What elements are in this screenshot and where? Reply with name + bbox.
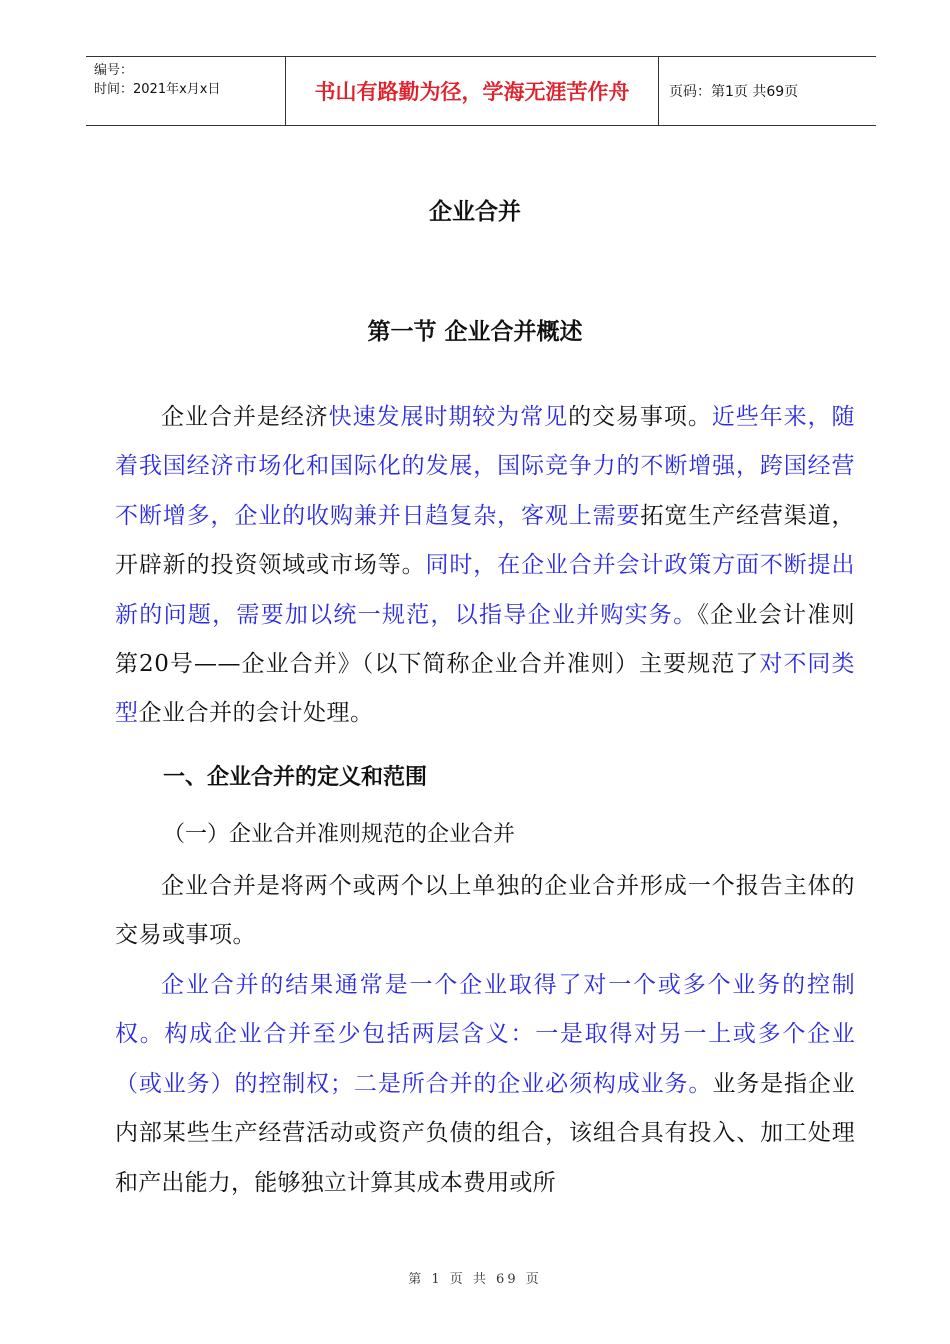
subheading-standard-scope: （一）企业合并准则规范的企业合并 bbox=[163, 822, 516, 847]
text-span: 《企业会计准则第20号——企业合并》（以下简称企业合并准则）主要规范了 bbox=[115, 601, 856, 678]
text-span: 的交易事项。 bbox=[568, 404, 712, 430]
highlight-span: 企业合并的结果通常是一个企业取得了对一个或多个业务的控制权。构成企业合并至少包括两层含义：一是取得对另一上或多个企业（或业务）的控制权；二是所合并的企业必须构成业务。 bbox=[115, 972, 855, 1097]
text-span: 企业合并的会计处理。 bbox=[138, 700, 374, 727]
text-span: 拓宽生产经营渠道，开辟新的投资领域或市场等。 bbox=[115, 502, 856, 579]
page-footer: 第 1 页 共 69 页 bbox=[408, 1272, 542, 1287]
paragraph-text: 企业合并是将两个或两个以上单独的企业合并形成一个报告主体的交易或事项。 bbox=[115, 873, 855, 949]
section-title: 第一节 企业合并概述 bbox=[367, 319, 583, 345]
highlight-span: 同时，在企业合并会计政策方面不断提出新的问题，需要加以统一规范，以指导企业并购实务。 bbox=[115, 552, 856, 628]
text-span: 业务是指企业内部某些生产经营活动或资产负债的组合，该组合具有投入、加工处理和产出能力，能够独立计算其成本费用或所 bbox=[115, 1070, 856, 1196]
header-motto: 书山有路勤为径，学海无涯苦作舟 bbox=[286, 57, 659, 125]
highlight-span: 近些年来，随着我国经济市场化和国际化的发展，国际竞争力的不断增强，跨国经营不断增多，企业的收购兼并日趋复杂，客观上需要 bbox=[115, 404, 856, 529]
paragraph-control bbox=[115, 961, 855, 1208]
document-date: 时间：2021年x月x日 bbox=[94, 82, 221, 97]
paragraph-intro bbox=[115, 393, 855, 739]
paragraph-definition bbox=[115, 862, 855, 961]
highlight-span: 快速发展时期较为常见 bbox=[328, 404, 569, 430]
document-number: 编号： bbox=[94, 63, 134, 78]
document-title: 企业合并 bbox=[429, 199, 521, 225]
heading-definition-scope: 一、企业合并的定义和范围 bbox=[163, 765, 428, 790]
header-meta bbox=[86, 57, 286, 125]
page-header bbox=[86, 56, 876, 126]
header-page-info: 页码：第1页 共69页 bbox=[669, 84, 799, 100]
text-span: 企业合并是经济 bbox=[161, 404, 329, 430]
highlight-span: 对不同类型 bbox=[115, 651, 855, 727]
